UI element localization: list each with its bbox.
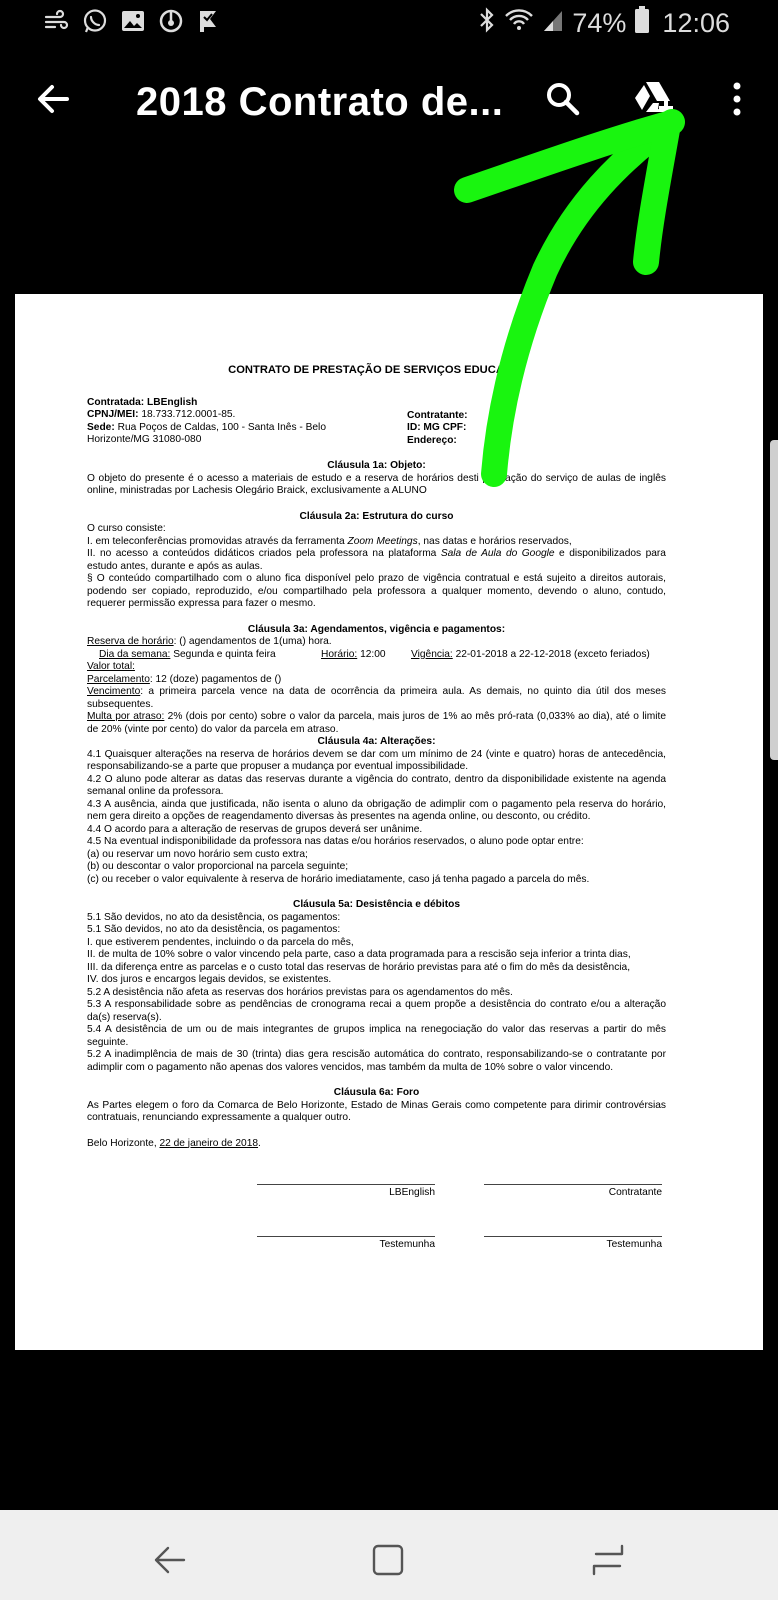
clause-4-item: 4.3 A ausência, ainda que justificada, não isenta o aluno da obrigação de adimplir com o pagamento pela reserva do horário, nem gera direito a opções de reagendamento diversas às presentes na agenda online, ou desconto, ou crédito. [87,798,666,822]
place-date: Belo Horizonte, 22 de janeiro de 2018. [87,1137,261,1149]
signal-icon [542,7,564,40]
document-page[interactable] [15,294,763,1350]
wifi-icon [504,7,534,40]
clause-4-heading: Cláusula 4a: Alterações: [317,736,436,747]
clause-5-item: I. que estiverem pendentes, incluindo o da parcela do mês, [87,936,354,948]
more-vert-icon [731,81,743,117]
clause-3-valor: Valor total: [87,661,135,672]
more-options-button[interactable] [712,74,762,124]
clause-3-reserva: Reserva de horário: () agendamentos de 1(uma) hora. [87,636,332,647]
clause-5-item: III. da diferença entre as parcelas e o custo total das reservas de horário previstas para até o fim do mês da desistência, [87,961,631,973]
battery-level: 74% [572,8,627,38]
clause-6-heading: Cláusula 6a: Foro [333,1087,420,1098]
clause-3-vencimento: Vencimento: a primeira parcela vence na data de ocorrência da primeira aula. As demais, no quinto dia útil dos meses subsequentes. [87,686,666,710]
clause-4-item: (a) ou reservar um novo horário sem custo extra; [87,848,308,860]
image-icon [120,8,146,34]
clause-2-item-1: I. em teleconferências promovidas através da ferramenta Zoom Meetings, nas datas e horários reservados, [87,535,572,547]
clause-5-item: 5.2 A inadimplência de mais de 30 (trinta) dias gera rescisão automática do contrato, responsabilizando-se o contratante por adimplir com o pagamento não apenas dos valores vencidos, mas também da multa de 10% sobre o valor vincendo. [87,1049,666,1073]
app-bar [0,60,778,140]
add-to-drive-icon [633,79,677,119]
nav-recents-icon [588,1540,628,1580]
nav-recents-button[interactable] [588,1540,628,1580]
search-button[interactable] [538,74,588,124]
clause-4-item: 4.5 Na eventual indisponibilidade da professora nas datas e/ou horários reservados, o aluno pode optar entre: [87,836,584,847]
clause-5-item: 5.3 A responsabilidade sobre as pendências de cronograma recai a quem propõe a desistência do contrato e/ou a alteração da(s) reserva(s). [87,999,666,1023]
clause-5-item: 5.4 A desistência de um ou de mais integrantes de grupos implica na renegociação do valor das reservas a partir do mês seguinte. [87,1024,666,1048]
clause-1-heading: Cláusula 1a: Objeto: [327,460,426,471]
navigation-bar [0,1510,778,1600]
clause-4-item: 4.2 O aluno pode alterar as datas das reservas durante a vigência do contrato, dentro da disponibilidade existente na agenda semanal online da professora. [87,773,666,797]
status-bar [0,0,778,46]
whatsapp-icon [82,8,108,34]
clause-1-text: O objeto do presente é o acesso a materiais de estudo e a reserva de horários desti prestação do serviço de aulas de inglês online, ministradas por Lachesis Olegário Braick, exclusivamente a ALUNO [87,472,666,496]
clause-4-item: 4.4 O acordo para a alteração de reservas de grupos deverá ser unânime. [87,823,423,835]
check-flag-icon [196,8,222,34]
nav-back-icon [150,1540,190,1580]
clause-4-item: 4.1 Quaisquer alterações na reserva de horários devem se dar com um mínimo de 24 (vinte e quatro) horas de antecedência, responsabilizando-se a parte que propuser a mudança por eventual impossibilidade. [87,748,666,772]
nav-home-button[interactable] [368,1540,408,1580]
clause-5-heading: Cláusula 5a: Desistência e débitos [292,899,461,910]
clause-5-item: 5.1 São devidos, no ato da desistência, os pagamentos: [87,924,341,935]
signature-witness-1: Testemunha [257,1236,435,1252]
signatures [87,1174,666,1284]
document-title: 2018 Contrato de... [136,80,504,124]
clause-5-item: IV. dos juros e encargos legais devidos, se existentes. [87,974,332,985]
signature-witness-2: Testemunha [484,1236,662,1252]
clause-2-paragraph: § O conteúdo compartilhado com o aluno fica disponível pelo prazo de vigência contratual e está sujeito a direitos autorais, podendo ser copiado, reproduzido, e/ou compartilhado pela professora a qualquer momento, devendo o aluno, contudo, requerer permissão expressa para fazer o mesmo. [87,573,666,609]
nav-home-icon [368,1540,408,1580]
clock: 12:06 [662,8,730,38]
add-to-drive-button[interactable] [630,74,680,124]
clause-3-multa: Multa por atraso: 2% (dois por cento) sobre o valor da parcela, mais juros de 1% ao mês pró-rata (0,033% ao dia), até o limite de 20% (vinte por cento) do valor da parcela em atraso. [87,711,666,735]
clause-2-intro: O curso consiste: [87,523,166,534]
clause-3-heading: Cláusula 3a: Agendamentos, vigência e pagamentos: [247,623,506,635]
clause-5-item: 5.2 A desistência não afeta as reservas dos horários previstas para os agendamentos do mês. [87,986,513,998]
signature-lbenglish: LBEnglish [257,1184,435,1200]
scroll-handle[interactable] [770,440,778,760]
back-button[interactable] [28,74,78,124]
clause-3-schedule: Dia da semana: Segunda e quinta feira Horário: 12:00 Vigência: 22-01-2018 a 22-12-2018 (exceto feriados) [99,648,650,660]
clause-2-item-2: II. no acesso a conteúdos didáticos criados pela professora na plataforma Sala de Aula do Google e disponibilizados para estudo antes, durante e após as aulas. [87,548,666,572]
clause-6-text: As Partes elegem o foro da Comarca de Belo Horizonte, Estado de Minas Gerais como competente para dirimir controvérsias contratuais, renunciando expressamente a qualquer outro. [87,1099,666,1123]
clause-3-parcelamento: Parcelamento: 12 (doze) pagamentos de () [87,673,282,685]
battery-icon [634,6,650,41]
clause-4-item: (b) ou descontar o valor proporcional na parcela seguinte; [87,861,349,872]
search-icon [544,80,582,118]
nav-back-button[interactable] [150,1540,190,1580]
vpn-icon [158,8,184,34]
wind-icon [44,8,70,34]
clause-4-item: (c) ou receber o valor equivalente à reserva de horário imediatamente, caso já tenha pagado a parcela do mês. [87,873,590,885]
bluetooth-icon [478,7,496,40]
clause-2-heading: Cláusula 2a: Estrutura do curso [299,510,454,522]
clause-5-item: 5.1 São devidos, no ato da desistência, os pagamentos: [87,911,341,923]
signature-contratante: Contratante [484,1184,662,1200]
contract-title: CONTRATO DE PRESTAÇÃO DE SERVIÇOS EDUCA AIS [228,364,525,376]
clause-5-item: II. de multa de 10% sobre o valor vincendo pela parte, caso a data programada para a rescisão seja inferior a trinta dias, [87,949,631,960]
parties-header: Contratada: LBEnglish CPNJ/MEI: 18.733.712.0001-85. Sede: Rua Poços de Caldas, 100 - Santa Inês - Belo Horizonte/MG 31080-080 Contratante: ID: MG CPF: Endereço: [87,396,468,446]
arrow-back-icon [35,81,71,117]
